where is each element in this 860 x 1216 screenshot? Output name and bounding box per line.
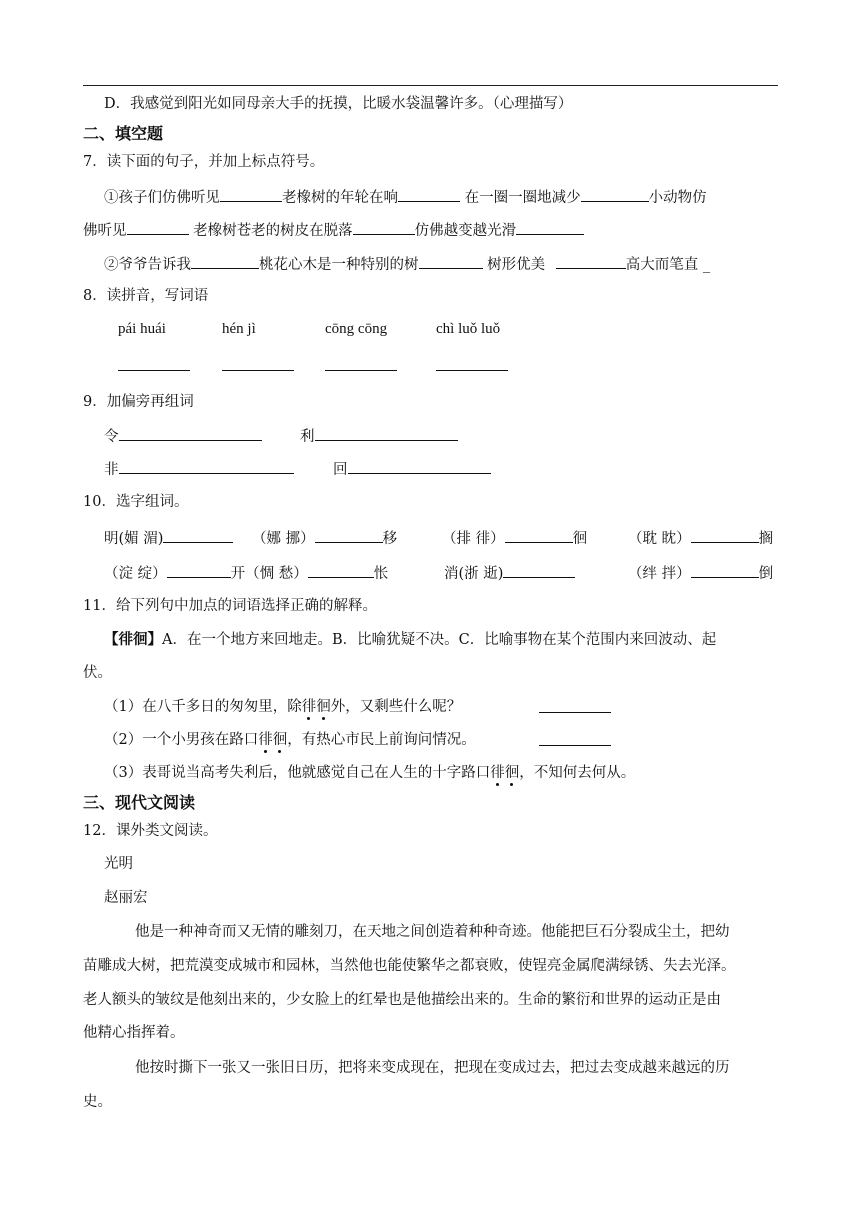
q7-text: 老橡树苍老的树皮在脱落	[188, 223, 353, 239]
answer-blank[interactable]	[127, 219, 189, 235]
answer-blank[interactable]	[220, 186, 282, 202]
answer-blank[interactable]	[581, 186, 649, 202]
answer-blank[interactable]	[325, 370, 397, 371]
answer-blank[interactable]	[353, 219, 415, 235]
q9-char: 回	[333, 462, 348, 478]
q10-text: 消(浙 逝)	[444, 566, 504, 582]
paragraph-1-line-4: 他精心指挥着。	[83, 1025, 185, 1041]
pinyin-2: hén jì	[222, 321, 256, 337]
answer-blank[interactable]	[315, 527, 383, 543]
answer-blank[interactable]	[516, 219, 584, 235]
q11-text: 外，又剩些什么呢？	[330, 699, 462, 715]
q10-row-1-item-3	[442, 527, 587, 549]
q11-text: （1）在八千多日的匆匆里，除	[104, 699, 302, 715]
pinyin-4: chì luǒ luǒ	[436, 321, 501, 337]
pinyin-3: cōng cōng	[325, 321, 388, 337]
answer-blank[interactable]	[191, 253, 259, 269]
dotted-char: 徊	[316, 699, 331, 715]
dotted-char: 徘	[258, 732, 273, 748]
q7-sentence-1-line-2	[83, 219, 584, 241]
q9-title: 9．加偏旁再组词	[83, 394, 194, 410]
answer-blank[interactable]	[539, 697, 611, 713]
q11-definition-cont: 伏。	[83, 665, 112, 681]
answer-blank[interactable]	[167, 562, 231, 578]
article-author: 赵丽宏	[104, 890, 148, 906]
dotted-char: 徘	[301, 699, 317, 715]
q9-row-1	[104, 425, 262, 447]
q11-text: （2）一个小男孩在路口	[104, 732, 259, 748]
q12-title: 12．课外类文阅读。	[83, 823, 218, 839]
paragraph-1-line-1: 他是一种神奇而又无情的雕刻刀，在天地之间创造着种种奇迹。他能把巨石分裂成尘土，把幼	[135, 924, 730, 940]
q7-title: 7．读下面的句子，并加上标点符号。	[83, 154, 325, 170]
q10-text: （排 徘）	[442, 531, 505, 547]
q11-def-word: 【徘徊】	[104, 631, 162, 648]
q9-row-2b	[333, 458, 491, 480]
dotted-char: 徊	[504, 765, 520, 781]
dotted-char: 徘	[490, 765, 505, 781]
q11-text: ，不知何去何从。	[519, 765, 636, 781]
answer-blank[interactable]	[119, 458, 294, 474]
q7-text: 树形优美	[482, 257, 550, 273]
q7-text: 桃花心木是一种特别的树	[259, 257, 419, 273]
q11-definition	[104, 630, 716, 650]
answer-blank[interactable]	[556, 253, 626, 269]
q10-row-2-item-4	[628, 562, 773, 584]
q11-def-text: A．在一个地方来回地走。B．比喻犹疑不决。C．比喻事物在某个范围内来回波动、起	[162, 632, 717, 648]
answer-blank[interactable]	[419, 253, 483, 269]
q6-option-d: D．我感觉到阳光如同母亲大手的抚摸，比暖水袋温馨许多。（心理描写）	[104, 96, 573, 112]
q10-text: （娜 挪）	[252, 531, 315, 547]
q10-text: 倒	[758, 566, 774, 582]
q10-row-2	[104, 562, 388, 584]
q10-title: 10．选字组词。	[83, 494, 189, 510]
article-title: 光明	[104, 856, 133, 872]
q7-sentence-1-line-1	[104, 186, 707, 208]
pinyin-1: pái huái	[118, 321, 166, 337]
answer-blank[interactable]	[119, 425, 262, 441]
q11-text: （3）表哥说当高考失利后，他就感觉自己在人生的十字路口	[104, 765, 491, 781]
paragraph-1-line-3: 老人额头的皱纹是他刻出来的，少女脸上的红晕也是他描绘出来的。生命的繁衍和世界的运动正是由	[83, 992, 721, 1008]
q11-text: ，有热心市民上前询问情况。	[287, 732, 476, 748]
q7-text: 仿佛越变越光滑	[414, 223, 517, 239]
q10-row-2-item-3	[444, 562, 575, 584]
answer-blank[interactable]	[691, 527, 759, 543]
answer-blank[interactable]	[308, 562, 374, 578]
paragraph-1-line-2: 苗雕成大树，把荒漠变成城市和园林，当然他也能使繁华之都衰败，使锃亮金属爬满绿锈、失去光泽。	[83, 958, 736, 974]
dotted-char: 徊	[272, 732, 288, 748]
q10-row-1-item-2	[252, 527, 397, 549]
q10-text: 徊	[572, 531, 588, 547]
q10-text: （耽 眈）	[628, 531, 691, 547]
q9-row-2	[104, 458, 294, 480]
q10-row-1-item-4	[628, 527, 773, 549]
answer-blank[interactable]	[118, 370, 190, 371]
answer-blank[interactable]	[539, 730, 611, 746]
answer-blank[interactable]	[398, 186, 460, 202]
q7-text: ②爷爷告诉我	[104, 257, 191, 273]
q7-text: 小动物仿	[648, 190, 707, 206]
q10-text: （绊 拌）	[628, 566, 691, 582]
q9-char: 非	[104, 462, 119, 478]
answer-blank[interactable]	[348, 458, 491, 474]
q10-text: 明(媚 湄)	[104, 531, 164, 547]
q10-text: 搁	[758, 531, 774, 547]
section-title-reading: 三、现代文阅读	[83, 793, 196, 812]
q7-text: 老橡树的年轮在响	[282, 190, 398, 206]
q9-char: 令	[104, 429, 119, 445]
paragraph-2-line-2: 史。	[83, 1094, 112, 1110]
q11-item-3	[104, 763, 635, 783]
answer-blank[interactable]	[163, 527, 233, 543]
q10-text: 开（惆 愁）	[230, 566, 308, 582]
q10-text: 移	[382, 531, 398, 547]
q9-char: 利	[300, 429, 315, 445]
paragraph-2-line-1: 他按时撕下一张又一张旧日历，把将来变成现在，把现在变成过去，把过去变成越来越远的历	[135, 1060, 730, 1076]
answer-blank[interactable]	[503, 562, 575, 578]
section-title-fill-blank: 二、填空题	[83, 124, 164, 143]
q11-item-1	[104, 697, 461, 717]
answer-blank[interactable]	[315, 425, 458, 441]
q7-text: ①孩子们仿佛听见	[104, 190, 220, 206]
q11-title: 11．给下列句中加点的词语选择正确的解释。	[83, 598, 377, 614]
q10-text: 怅	[373, 566, 389, 582]
q9-row-1b	[300, 425, 458, 447]
answer-blank[interactable]	[505, 527, 573, 543]
q8-title: 8．读拼音，写词语	[83, 288, 209, 304]
q10-text: （淀 绽）	[104, 566, 167, 582]
answer-blank[interactable]	[436, 370, 508, 371]
q7-text: 高大而笔直 _	[625, 257, 711, 273]
q7-text: 在一圈一圈地减少	[460, 190, 581, 206]
q11-item-2	[104, 730, 476, 750]
q10-row-1	[104, 527, 233, 549]
answer-blank[interactable]	[222, 370, 294, 371]
header-rule	[83, 85, 778, 86]
q7-text: 佛听见	[83, 223, 127, 239]
q7-sentence-2	[104, 253, 710, 275]
answer-blank[interactable]	[691, 562, 759, 578]
